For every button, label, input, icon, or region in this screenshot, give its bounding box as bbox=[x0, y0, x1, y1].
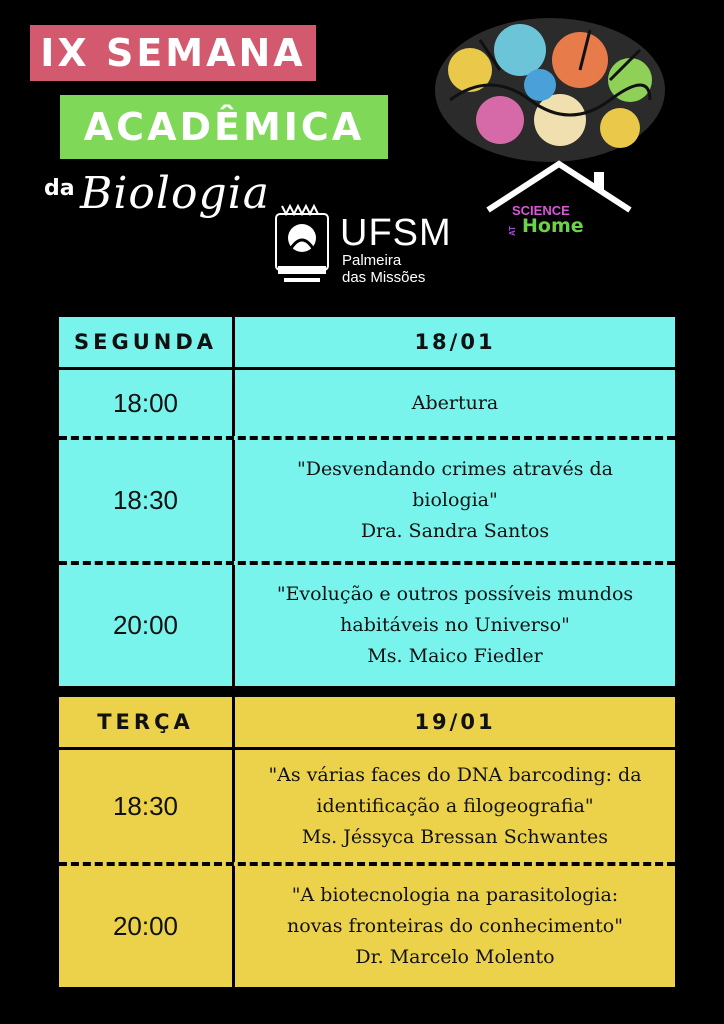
session-description bbox=[235, 565, 675, 686]
event-title-da: da bbox=[44, 176, 75, 201]
science-at-home-at: AT bbox=[508, 225, 517, 236]
day-name: SEGUNDA bbox=[59, 317, 235, 367]
session-title-line2: identificação a filogeografia" bbox=[316, 794, 594, 817]
ufsm-campus-line1: Palmeira bbox=[342, 252, 402, 269]
day-name: TERÇA bbox=[59, 697, 235, 747]
session-description bbox=[235, 370, 675, 436]
ufsm-campus bbox=[342, 252, 425, 286]
schedule-row bbox=[59, 436, 675, 561]
schedule-row bbox=[59, 750, 675, 862]
science-doodle-icon bbox=[430, 10, 670, 170]
ufsm-crest-icon bbox=[272, 200, 332, 288]
monday-schedule bbox=[59, 317, 675, 686]
day-date: 18/01 bbox=[414, 330, 496, 354]
session-time: 18:30 bbox=[59, 440, 235, 561]
session-title-line2: biologia" bbox=[412, 489, 498, 511]
session-description bbox=[235, 750, 675, 862]
event-title-line1: IX SEMANA bbox=[30, 25, 316, 81]
session-description bbox=[235, 866, 675, 987]
session-title-line1: "Desvendando crimes através da bbox=[296, 458, 614, 480]
session-title: Abertura bbox=[411, 391, 499, 414]
session-time: 18:30 bbox=[59, 750, 235, 862]
session-speaker: Ms. Maico Fiedler bbox=[367, 645, 543, 667]
ufsm-campus-line2: das Missões bbox=[342, 269, 426, 286]
session-speaker: Dr. Marcelo Molento bbox=[355, 946, 555, 968]
science-at-home-home: Home bbox=[522, 215, 584, 237]
session-title-line2: habitáveis no Universo" bbox=[340, 614, 570, 636]
session-speaker: Ms. Jéssyca Bressan Schwantes bbox=[301, 825, 609, 848]
science-at-home-science: SCIENCE bbox=[512, 203, 570, 218]
tuesday-header bbox=[59, 697, 675, 750]
session-time: 20:00 bbox=[59, 866, 235, 987]
event-title-biologia: Biologia bbox=[80, 168, 270, 219]
session-title-line1: "A biotecnologia na parasitologia: bbox=[291, 884, 619, 906]
session-time: 20:00 bbox=[59, 565, 235, 686]
session-description bbox=[235, 440, 675, 561]
tuesday-schedule bbox=[59, 697, 675, 987]
ufsm-logo-text: UFSM bbox=[340, 212, 452, 254]
session-title-line1: "As várias faces do DNA barcoding: da bbox=[268, 763, 642, 786]
schedule-row bbox=[59, 561, 675, 686]
monday-header bbox=[59, 317, 675, 370]
session-title-line1: "Evolução e outros possíveis mundos bbox=[276, 583, 634, 605]
session-title-line2: novas fronteiras do conhecimento" bbox=[287, 915, 623, 937]
event-title-line2: ACADÊMICA bbox=[60, 95, 388, 159]
day-date: 19/01 bbox=[414, 710, 496, 734]
session-time: 18:00 bbox=[59, 370, 235, 436]
session-speaker: Dra. Sandra Santos bbox=[360, 520, 550, 542]
schedule-row bbox=[59, 862, 675, 987]
schedule-row bbox=[59, 370, 675, 436]
